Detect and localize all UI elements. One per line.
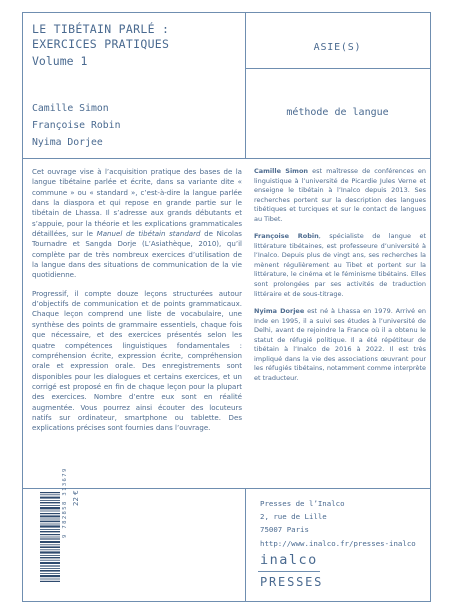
bio-text: est maîtresse de conférences en linguistique à l’université de Picardie Jules Verne et enseigne le tibétain à l’Inalco depuis 2013. Ses recherches portent sur la description des langues tibétiques et turciques et sur le contact de langues au Tibet.	[254, 167, 426, 223]
description-paragraph-1	[32, 167, 242, 281]
inalco-logo-text: inalco	[260, 552, 318, 568]
column-divider-bottom	[245, 488, 246, 602]
bio-paragraph	[254, 167, 426, 224]
column-divider-top	[245, 12, 246, 158]
publisher-street: 2, rue de Lille	[260, 512, 327, 522]
footer-divider	[22, 488, 431, 489]
bio-text: , spécialiste de langue et littérature tibétaines, est professeure d’université à l’Inalco. Depuis plus de vingt ans, ses recherches la mènent régulièrement au Tibet et portent sur la littérature, le cinéma et le féminisme tibétains. Elles sont prolongées par ses activités de traduction littéraire et de sous-titrage.	[254, 232, 426, 298]
price-label: 22 €	[72, 490, 80, 506]
description-text: de Nicolas Tournadre et Sangda Dorje (L’Asiathèque, 2010), qu’il complète par de très nombreux exercices d’utilisation de la langue dans des situations de communication de la vie quotidienne.	[32, 229, 242, 280]
description-text: Cet ouvrage vise à l’acquisition pratique des bases de la langue tibétaine parlée et écrite, dans sa variante dite « commune » ou « standard », c’est-à-dire la langue parlée dans la diaspora et qui repose en grande partie sur le tibétain de Lhassa. Il s’adresse aux grands débutants et s’appuie, pour la théorie et les explications grammaticales détaillées, sur le	[32, 167, 242, 239]
book-title-line-2: EXERCICES PRATIQUES	[32, 37, 170, 51]
isbn-digits: 9 782858 313679	[62, 467, 68, 538]
bio-text: est né à Lhassa en 1979. Arrivé en Inde en 1995, il a suivi ses études à l’université de Delhi, avant de rejoindre la France où il a obtenu le statut de réfugié politique. Il a été répétiteur de tibétain à l’Inalco de 2016 à 2022. Il est très impliqué dans la vie des associations œuvrant pour les réfugiés tibétains, notamment comme interprète et traducteur.	[254, 307, 426, 382]
author-name: Nyima Dorjee	[32, 137, 103, 148]
description-paragraph-2: Progressif, il compte douze leçons structurées autour d’objectifs de communication et de points grammaticaux. Chaque leçon comprend une liste de vocabulaire, une synthèse des points de grammaire essentiels, chaque fois que nécessaire, et des exercices présentés selon les quatre compétences linguistiques fondamentales : compréhension écrite, expression écrite, compréhension orale et expression orale. Des enregistrements sont disponibles pour les dialogues et certains exercices, et un corrigé est proposé en fin de chaque leçon pour la plupart des exercices. Nombre d’entre eux sont en réalité augmentée. Vous pourrez ainsi écouter des locuteurs natifs sur ordinateur, smartphone ou tablette. Des explications précises sont fournies dans l’ouvrage.	[32, 288, 242, 433]
method-label: méthode de langue	[286, 107, 389, 118]
bio-name: Françoise Robin	[254, 232, 319, 241]
author-name: Camille Simon	[32, 103, 109, 114]
publisher-address	[260, 497, 416, 550]
bio-name: Camille Simon	[254, 167, 309, 175]
header-divider	[22, 158, 431, 159]
reference-title: Manuel de tibétain standard	[96, 229, 201, 239]
presses-logo-text: PRESSES	[260, 575, 324, 589]
author-name: Françoise Robin	[32, 120, 121, 131]
volume-label: Volume 1	[32, 54, 88, 68]
book-description	[32, 167, 242, 442]
title-block	[32, 22, 242, 69]
publisher-url: http://www.inalco.fr/presses-inalco	[260, 538, 416, 548]
author-bios	[254, 167, 426, 391]
bio-name: Nyima Dorjee	[254, 307, 305, 316]
series-divider	[245, 68, 431, 69]
book-title-line-1: LE TIBÉTAIN PARLÉ :	[32, 22, 170, 36]
bio-paragraph	[254, 307, 426, 383]
series-label: ASIE(S)	[313, 42, 362, 53]
bio-paragraph	[254, 232, 426, 299]
isbn-barcode	[40, 492, 60, 582]
publisher-name: Presses de l’Inalco	[260, 499, 345, 508]
author-list	[32, 100, 120, 151]
logo-divider	[258, 571, 320, 572]
publisher-city: 75007 Paris	[260, 525, 309, 535]
